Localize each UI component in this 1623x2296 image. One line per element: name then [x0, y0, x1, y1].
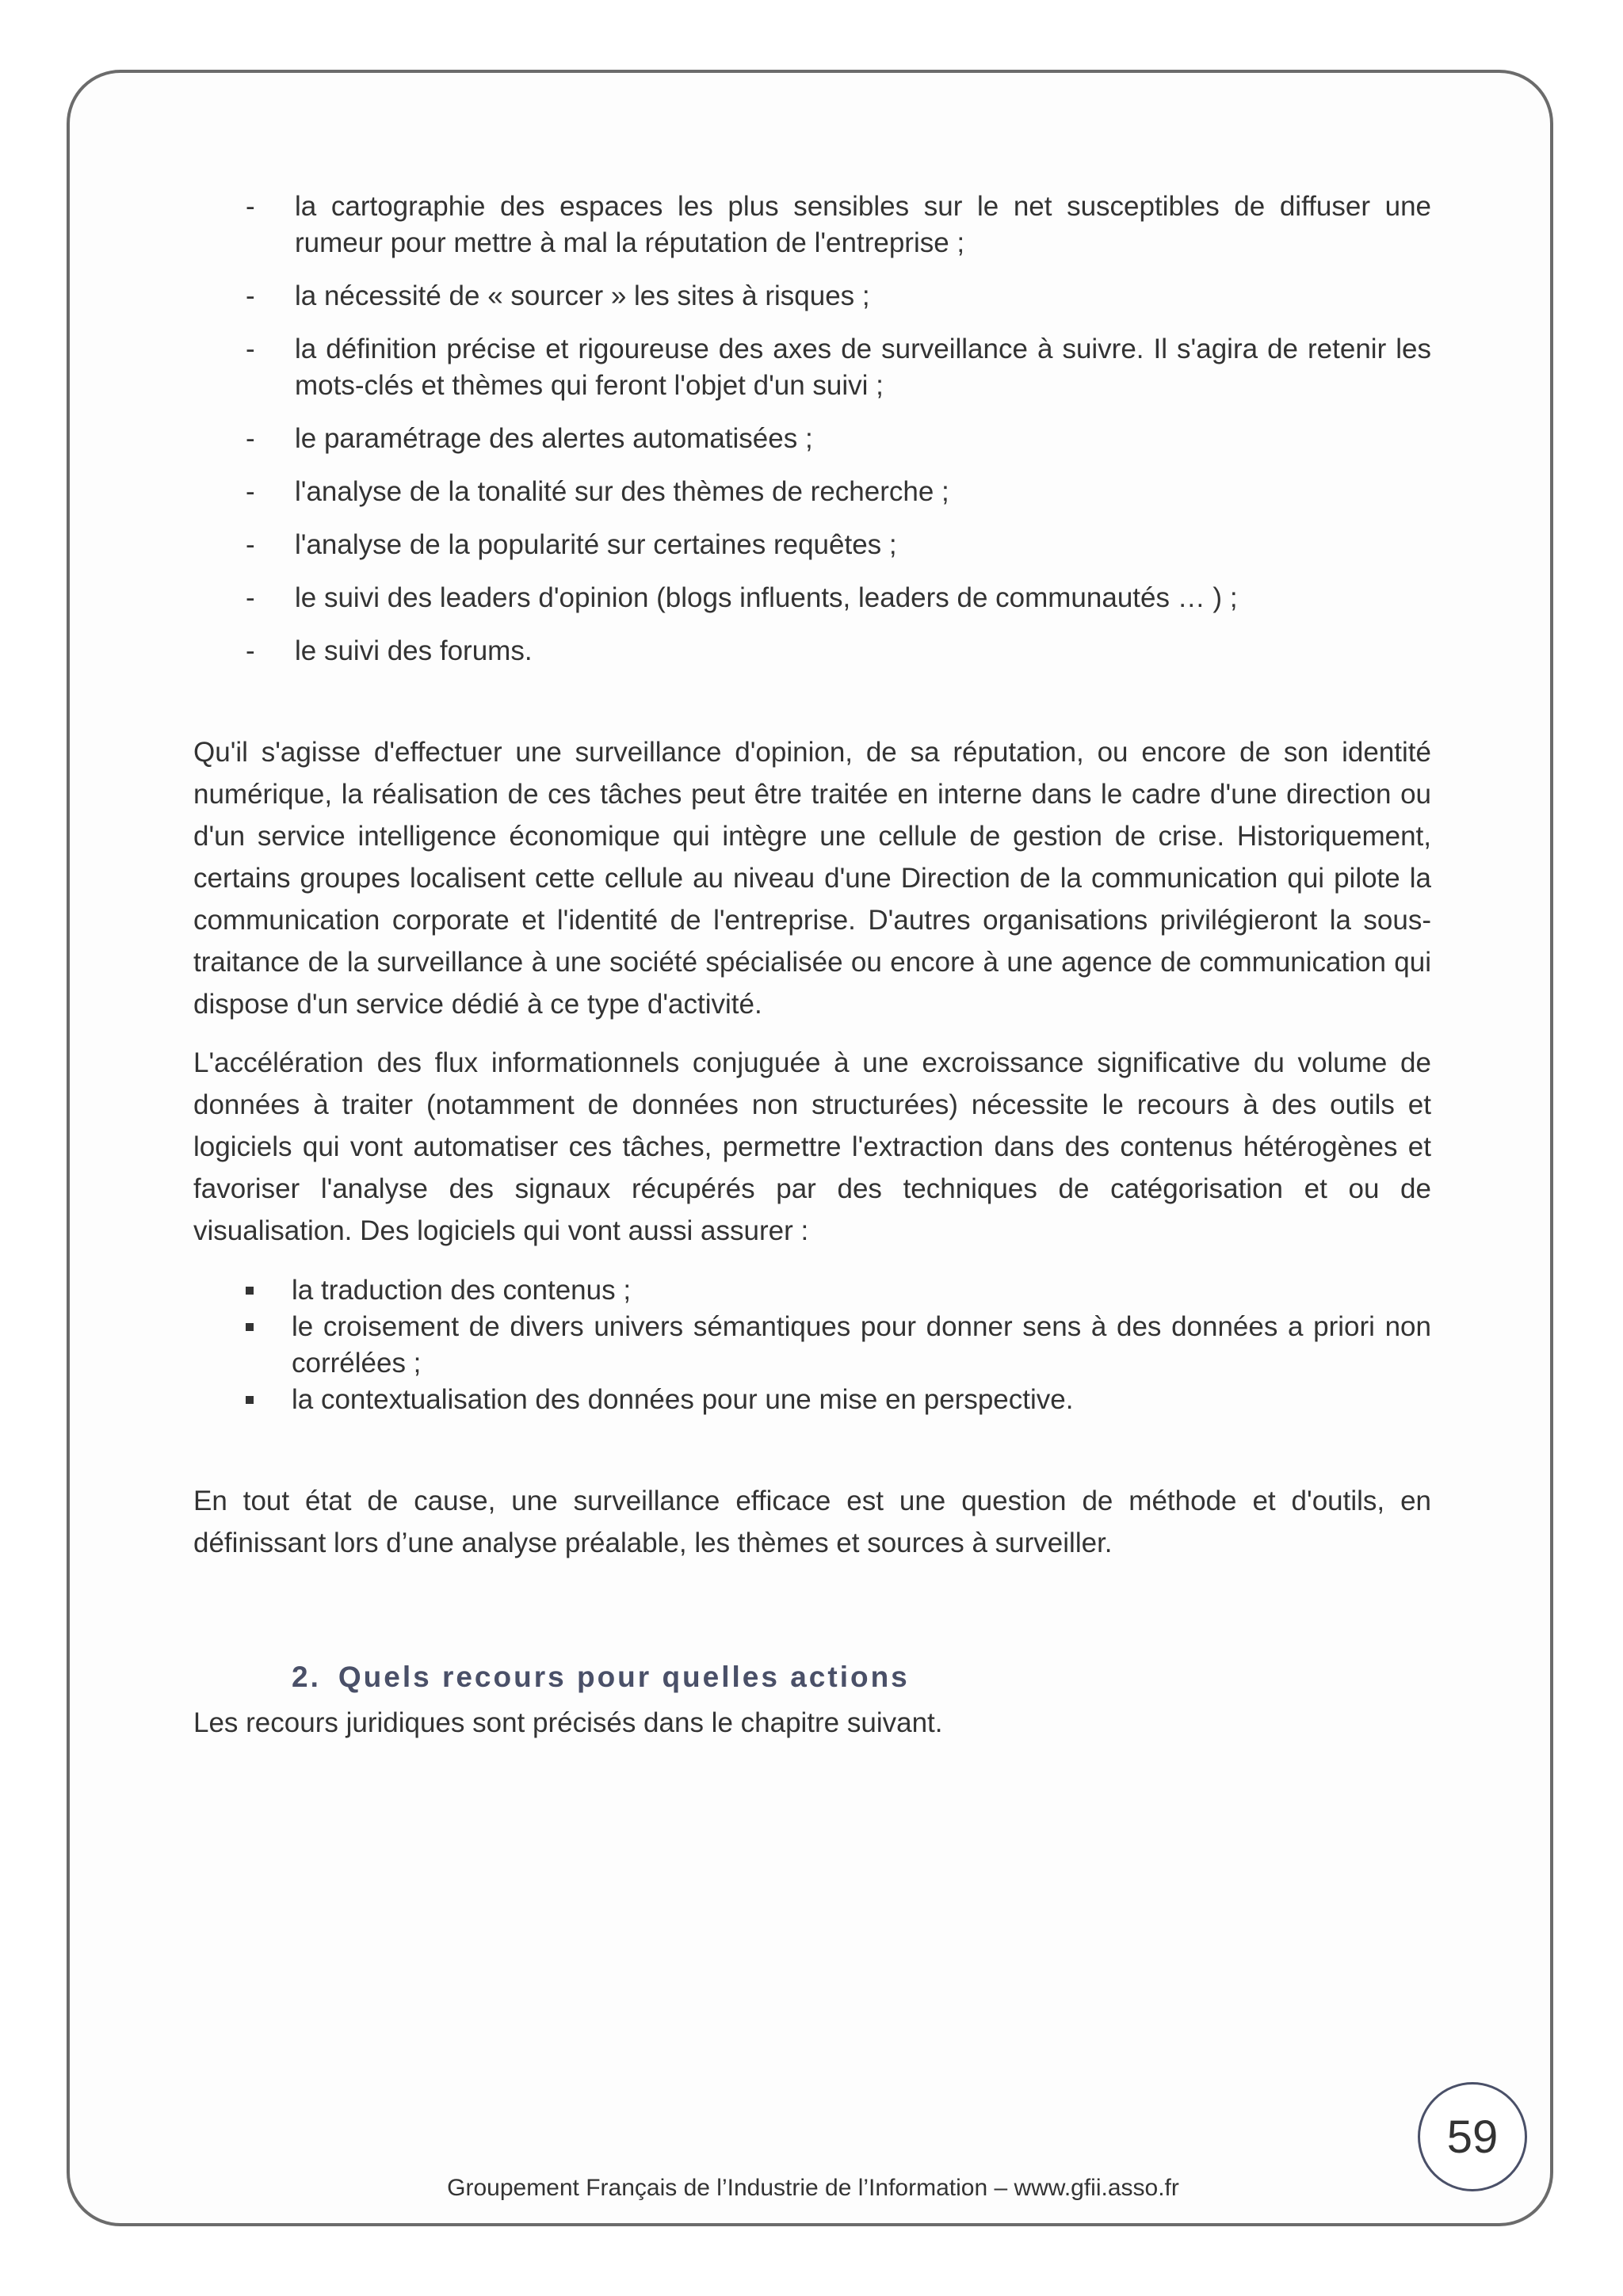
list-item-text: la contextualisation des données pour une mise en perspective.: [292, 1384, 1074, 1415]
list-item-text: la traduction des contenus ;: [292, 1275, 632, 1306]
square-bullet-list: [193, 1272, 1431, 1418]
page-content: [193, 189, 1431, 1744]
page-number: 59: [1446, 2111, 1499, 2163]
list-item: [193, 633, 1431, 669]
list-item: [193, 331, 1431, 404]
dash-marker: -: [246, 476, 255, 507]
list-item: [193, 1382, 1431, 1418]
body-paragraph: L'accélération des flux informationnels conjuguée à une excroissance significative du volume de données à traiter (notamment de données non structurées) nécessite le recours à des outils et logiciels qui vont automatiser ces tâches, permettre l'extraction dans des contenus hétérogènes et favoriser l'analyse des signaux récupérés par des techniques de catégorisation et ou de visualisation. Des logiciels qui vont aussi assurer :: [193, 1047, 1431, 1246]
list-item-text: la cartographie des espaces les plus sensibles sur le net susceptibles de diffuser une rumeur pour mettre à mal la réputation de l'entreprise ;: [295, 191, 1431, 258]
body-paragraph: Les recours juridiques sont précisés dans le chapitre suivant.: [193, 1707, 943, 1738]
dash-marker: -: [246, 635, 255, 666]
list-item-text: la définition précise et rigoureuse des axes de surveillance à suivre. Il s'agira de retenir les mots-clés et thèmes qui feront l'objet d'un suivi ;: [295, 334, 1431, 401]
list-item: [193, 1309, 1431, 1382]
dash-marker: -: [246, 423, 255, 454]
section-heading: [292, 1657, 1431, 1697]
list-item: [193, 421, 1431, 457]
list-item: [193, 474, 1431, 510]
list-item: [193, 278, 1431, 315]
list-item-text: la nécessité de « sourcer » les sites à risques ;: [295, 280, 870, 311]
list-item: [193, 580, 1431, 616]
list-item-text: l'analyse de la popularité sur certaines requêtes ;: [295, 529, 897, 560]
list-item-text: le paramétrage des alertes automatisées ;: [295, 423, 813, 454]
square-bullet-icon: [246, 1396, 254, 1404]
list-item-text: le croisement de divers univers sémantiques pour donner sens à des données a priori non corrélées ;: [292, 1311, 1431, 1379]
dash-bullet-list: [193, 189, 1431, 669]
dash-marker: -: [246, 582, 255, 613]
dash-marker: -: [246, 529, 255, 560]
square-bullet-icon: [246, 1287, 254, 1295]
list-item: [193, 189, 1431, 261]
list-item: [193, 527, 1431, 563]
dash-marker: -: [246, 334, 255, 364]
square-bullet-icon: [246, 1323, 254, 1331]
list-item: [193, 1272, 1431, 1309]
section-title: Quels recours pour quelles actions: [338, 1661, 910, 1693]
body-paragraph: Qu'il s'agisse d'effectuer une surveillance d'opinion, de sa réputation, ou encore de son identité numérique, la réalisation de ces tâches peut être traitée en interne dans le cadre d'une direction ou d'un service intelligence économique qui intègre une cellule de gestion de crise. Historiquement, certains groupes localisent cette cellule au niveau d'une Direction de la communication qui pilote la communication corporate et l'identité de l'entreprise. D'autres organisations privilégieront la sous-traitance de la surveillance à une société spécialisée ou encore à une agence de communication qui dispose d'un service dédié à ce type d'activité.: [193, 737, 1431, 1020]
list-item-text: l'analyse de la tonalité sur des thèmes de recherche ;: [295, 476, 949, 507]
section-number: 2.: [292, 1661, 321, 1693]
list-item-text: le suivi des leaders d'opinion (blogs influents, leaders de communautés … ) ;: [295, 582, 1238, 613]
list-item-text: le suivi des forums.: [295, 635, 533, 666]
footer-text: Groupement Français de l’Industrie de l’Information – www.gfii.asso.fr: [447, 2175, 1179, 2201]
page-number-badge: [1418, 2082, 1527, 2191]
body-paragraph: En tout état de cause, une surveillance efficace est une question de méthode et d'outils, en définissant lors d’une analyse préalable, les thèmes et sources à surveiller.: [193, 1486, 1431, 1558]
dash-marker: -: [246, 280, 255, 311]
dash-marker: -: [246, 191, 255, 222]
